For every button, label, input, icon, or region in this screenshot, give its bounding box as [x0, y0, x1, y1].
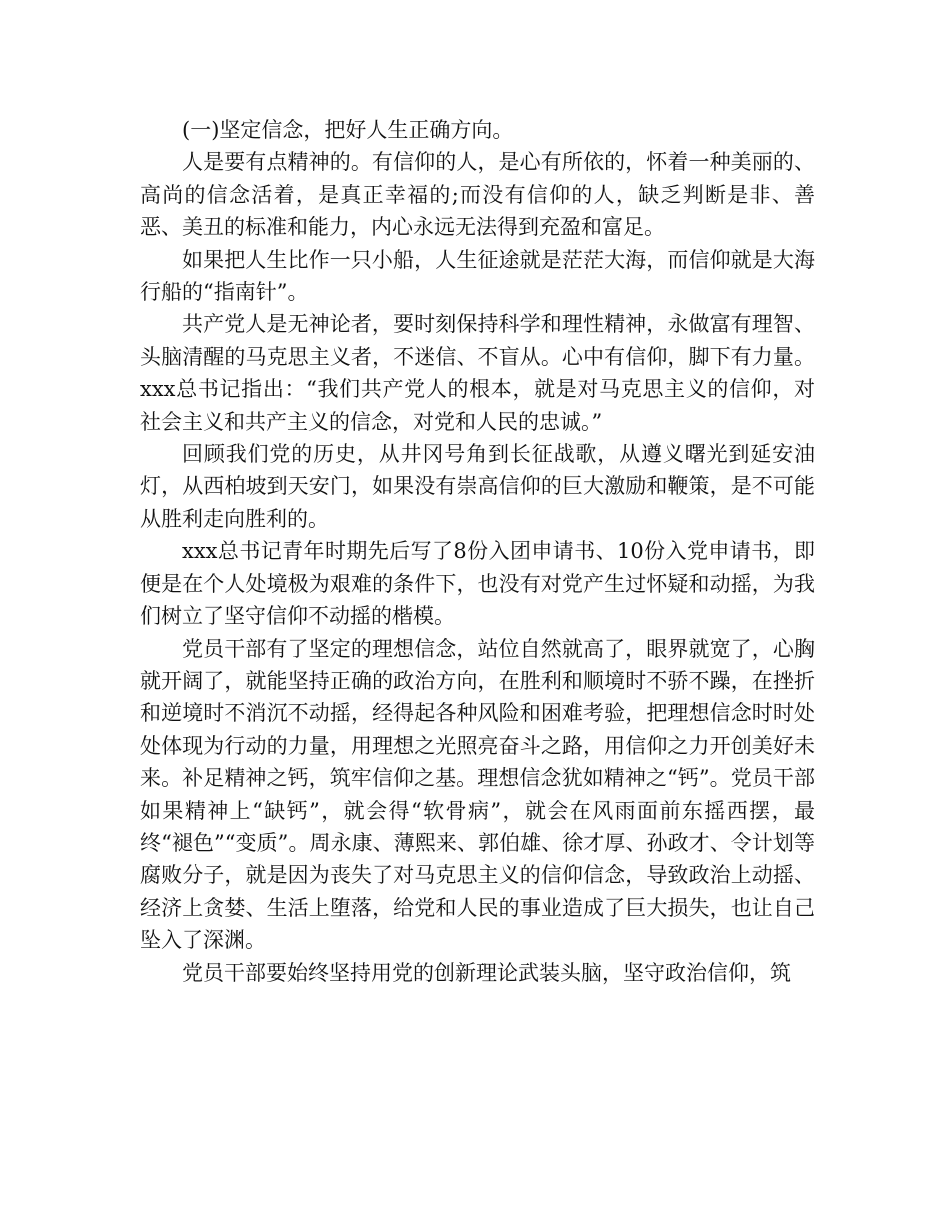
paragraph: xxx总书记青年时期先后写了8份入团申请书、10份入党申请书，即便是在个人处境极为艰难的条件下，也没有对党产生过怀疑和动摇，为我们树立了坚守信仰不动摇的楷模。 [140, 539, 815, 629]
document-body [140, 114, 815, 989]
paragraph: 党员干部要始终坚持用党的创新理论武装头脑，坚守政治信仰，筑 [182, 960, 791, 985]
paragraph: 回顾我们党的历史，从井冈号角到长征战歌，从遵义曙光到延安油灯，从西柏坡到天安门，如果没有崇高信仰的巨大激励和鞭策，是不可能从胜利走向胜利的。 [140, 442, 815, 531]
paragraph: 如果把人生比作一只小船，人生征途就是茫茫大海，而信仰就是大海行船的“指南针”。 [140, 247, 815, 305]
paragraph: 人是要有点精神的。有信仰的人，是心有所依的，怀着一种美丽的、高尚的信念活着，是真正幸福的;而没有信仰的人，缺乏判断是非、善恶、美丑的标准和能力，内心永远无法得到充盈和富足。 [140, 150, 815, 240]
paragraph: 共产党人是无神论者，要时刻保持科学和理性精神，永做富有理智、头脑清醒的马克思主义者，不迷信、不盲从。心中有信仰，脚下有力量。xxx总书记指出：“我们共产党人的根本，就是对马克思主义的信仰，对社会主义和共产主义的信念，对党和人民的忠诚。” [140, 312, 815, 434]
paragraph: 党员干部有了坚定的理想信念，站位自然就高了，眼界就宽了，心胸就开阔了，就能坚持正确的政治方向，在胜利和顺境时不骄不躁，在挫折和逆境时不消沉不动摇，经得起各种风险和困难考验，把理想信念时时处处体现为行动的力量，用理想之光照亮奋斗之路，用信仰之力开创美好未来。补足精神之钙，筑牢信仰之基。理想信念犹如精神之“钙”。党员干部如果精神上“缺钙”，就会得“软骨病”，就会在风雨面前东摇西摆，最终“褪色”“变质”。周永康、薄熙来、郭伯雄、徐才厚、孙政才、令计划等腐败分子，就是因为丧失了对马克思主义的信仰信念，导致政治上动摇、经济上贪婪、生活上堕落，给党和人民的事业造成了巨大损失，也让自己坠入了深渊。 [140, 636, 815, 953]
section-heading: (一)坚定信念，把好人生正确方向。 [182, 118, 514, 142]
